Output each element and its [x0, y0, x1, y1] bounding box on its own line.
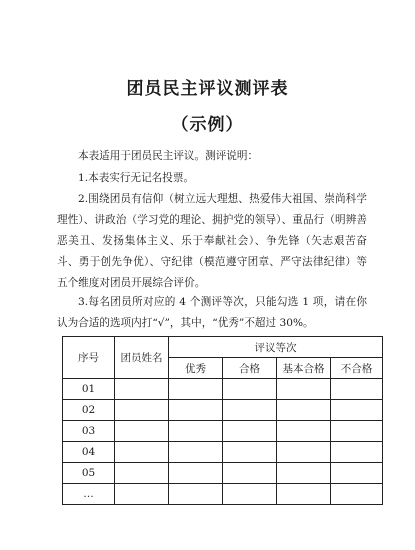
member-name-cell[interactable] [115, 400, 169, 421]
grade-basic-qualified-cell[interactable] [277, 421, 331, 442]
grade-qualified-cell[interactable] [223, 400, 277, 421]
member-name-cell[interactable] [115, 442, 169, 463]
grade-excellent-cell[interactable] [169, 442, 223, 463]
row-number: 01 [63, 379, 115, 400]
grade-unqualified-cell[interactable] [331, 484, 383, 505]
grade-excellent-cell[interactable] [169, 421, 223, 442]
document-subtitle: （示例） [171, 115, 244, 135]
table-row [63, 484, 383, 505]
table-row [63, 379, 383, 400]
row-number: 02 [63, 400, 115, 421]
table-row [63, 463, 383, 484]
grade-qualified-cell[interactable] [223, 484, 277, 505]
row-number: 04 [63, 442, 115, 463]
grade-excellent-cell[interactable] [169, 400, 223, 421]
grade-excellent-cell[interactable] [169, 463, 223, 484]
table-header-row-1 [63, 337, 383, 358]
document-title: 团员民主评议测评表 [126, 79, 289, 99]
header-grade-unqualified: 不合格 [331, 358, 383, 379]
table-row [63, 442, 383, 463]
row-number: 03 [63, 421, 115, 442]
grade-qualified-cell[interactable] [223, 379, 277, 400]
grade-excellent-cell[interactable] [169, 484, 223, 505]
rule-2-paragraph: 2.围绕团员有信仰（树立远大理想、热爱伟大祖国、崇尚科学理性）、讲政治（学习党的理论、拥护党的领导）、重品行（明辨善恶美丑、发扬集体主义、乐于奉献社会）、争先锋（矢志艰苦奋斗、勇于创先争优）、守纪律（模范遵守团章、严守法律纪律）等五个维度对团员开展综合评价。 [57, 193, 367, 289]
grade-excellent-cell[interactable] [169, 379, 223, 400]
grade-qualified-cell[interactable] [223, 421, 277, 442]
table-row [63, 421, 383, 442]
grade-basic-qualified-cell[interactable] [277, 379, 331, 400]
row-number: 05 [63, 463, 115, 484]
rule-1-paragraph: 1.本表实行无记名投票。 [78, 172, 195, 184]
grade-unqualified-cell[interactable] [331, 400, 383, 421]
row-number: … [63, 484, 115, 505]
grade-basic-qualified-cell[interactable] [277, 400, 331, 421]
evaluation-table [62, 336, 383, 505]
grade-qualified-cell[interactable] [223, 463, 277, 484]
grade-basic-qualified-cell[interactable] [277, 484, 331, 505]
member-name-cell[interactable] [115, 379, 169, 400]
grade-unqualified-cell[interactable] [331, 421, 383, 442]
header-grade-qualified: 合格 [223, 358, 277, 379]
intro-paragraph: 本表适用于团员民主评议。测评说明： [78, 150, 259, 162]
grade-unqualified-cell[interactable] [331, 463, 383, 484]
header-member-name: 团员姓名 [115, 337, 169, 379]
grade-unqualified-cell[interactable] [331, 442, 383, 463]
grade-unqualified-cell[interactable] [331, 379, 383, 400]
grade-basic-qualified-cell[interactable] [277, 442, 331, 463]
grade-basic-qualified-cell[interactable] [277, 463, 331, 484]
member-name-cell[interactable] [115, 421, 169, 442]
header-grade-group: 评议等次 [169, 337, 383, 358]
table-row [63, 400, 383, 421]
grade-qualified-cell[interactable] [223, 442, 277, 463]
member-name-cell[interactable] [115, 484, 169, 505]
header-grade-excellent: 优秀 [169, 358, 223, 379]
member-name-cell[interactable] [115, 463, 169, 484]
header-grade-basic-qualified: 基本合格 [277, 358, 331, 379]
rule-3-paragraph: 3.每名团员所对应的 4 个测评等次，只能勾选 1 项，请在你认为合适的选项内打“√”，其中，“优秀”不超过 30%。 [57, 296, 367, 329]
header-number: 序号 [63, 337, 115, 379]
